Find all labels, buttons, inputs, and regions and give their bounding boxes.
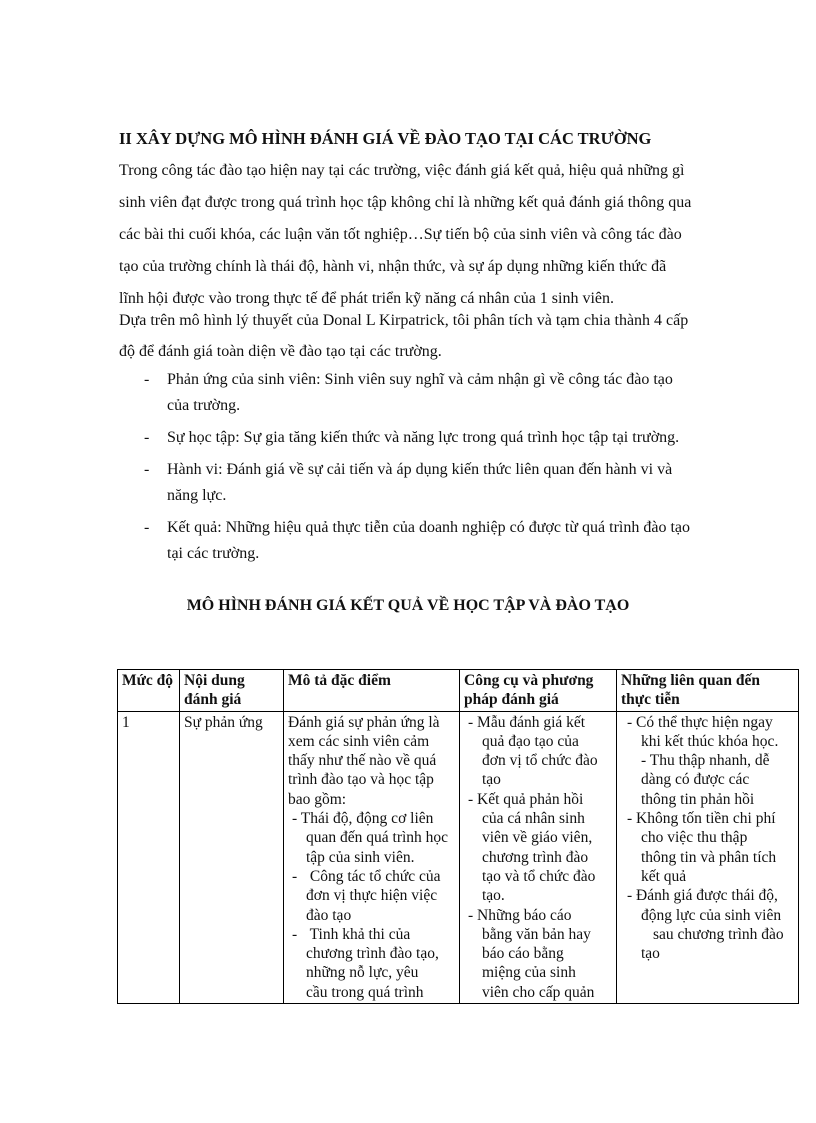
list-dash: - — [144, 519, 150, 536]
header-level: Mức độ — [118, 670, 180, 712]
cell-level: 1 — [118, 711, 180, 1003]
list-item-line: Hành vi: Đánh giá về sự cải tiến và áp dụng kiến thức liên quan đến hành vi và — [167, 461, 673, 478]
intro-line: các bài thi cuối khóa, các luận văn tốt nghiệp…Sự tiến bộ của sinh viên và công tác đào — [119, 226, 682, 243]
header-practice: Những liên quan đến thực tiễn — [617, 670, 799, 712]
intro-line: tạo của trường chính là thái độ, hành vi, nhận thức, và sự áp dụng những kiến thức đã — [119, 258, 667, 275]
intro-paragraph — [119, 155, 697, 315]
model-title: MÔ HÌNH ĐÁNH GIÁ KẾT QUẢ VỀ HỌC TẬP VÀ ĐÀO TẠO — [186, 597, 630, 614]
intro-line: sinh viên đạt được trong quá trình học tập không chỉ là những kết quả đánh giá thông qua — [119, 194, 692, 211]
cell-practice: - Có thể thực hiện ngay khi kết thúc khóa học. - Thu thập nhanh, dễ dàng có được các thông tin phản hồi - Không tốn tiền chi phí cho việc thu thập thông tin và phân tích kết quả - Đánh giá được thái độ, động lực của sinh viên sau chương trình đào tạo — [617, 711, 799, 1003]
list-dash: - — [144, 461, 150, 478]
list-item — [119, 515, 709, 567]
intro-line: Trong công tác đào tạo hiện nay tại các trường, việc đánh giá kết quả, hiệu quả những gì — [119, 162, 685, 179]
list-item-line: Phản ứng của sinh viên: Sinh viên suy nghĩ và cảm nhận gì về công tác đào tạo — [167, 371, 673, 388]
section-heading: II XÂY DỰNG MÔ HÌNH ĐÁNH GIÁ VỀ ĐÀO TẠO TẠI CÁC TRƯỜNG — [119, 129, 652, 148]
list-item-line: của trường. — [167, 397, 241, 414]
header-content: Nội dung đánh giá — [180, 670, 284, 712]
evaluation-model-table — [117, 669, 799, 1004]
basis-paragraph — [119, 305, 697, 367]
header-description: Mô tả đặc điểm — [284, 670, 460, 712]
list-item — [119, 425, 709, 451]
evaluation-levels-list — [119, 367, 709, 573]
list-item — [119, 367, 709, 419]
table-row — [118, 711, 799, 1003]
cell-tools: - Mẫu đánh giá kết quả đạo tạo của đơn vị tổ chức đào tạo - Kết quả phản hồi của cá nhân sinh viên về giáo viên, chương trình đào tạo và tổ chức đào tạo. - Những báo cáo bằng văn bản hay báo cáo bằng miệng của sinh viên cho cấp quản — [460, 711, 617, 1003]
list-item-line: Sự học tập: Sự gia tăng kiến thức và năng lực trong quá trình học tập tại trường. — [167, 429, 680, 446]
basis-line: Dựa trên mô hình lý thuyết của Donal L Kirpatrick, tôi phân tích và tạm chia thành 4 cấp — [119, 312, 689, 329]
cell-content: Sự phản ứng — [180, 711, 284, 1003]
list-dash: - — [144, 429, 150, 446]
list-item-line: năng lực. — [167, 487, 227, 504]
list-item — [119, 457, 709, 509]
list-item-line: tại các trường. — [167, 545, 260, 562]
list-dash: - — [144, 371, 150, 388]
list-item-line: Kết quả: Những hiệu quả thực tiễn của doanh nghiệp có được từ quá trình đào tạo — [167, 519, 691, 536]
intro-line: lĩnh hội được vào trong thực tế để phát triển kỹ năng cá nhân của 1 sinh viên. — [119, 290, 615, 307]
table-header-row — [118, 670, 799, 712]
header-tools: Công cụ và phương pháp đánh giá — [460, 670, 617, 712]
cell-description: Đánh giá sự phản ứng là xem các sinh viên cảm thấy như thế nào về quá trình đào tạo và học tập bao gồm: - Thái độ, động cơ liên quan đến quá trình học tập của sinh viên. - Công tác tổ chức của đơn vị thực hiện việc đào tạo - Tinh khả thi của chương trình đào tạo, những nỗ lực, yêu cầu trong quá trình — [284, 711, 460, 1003]
basis-line: độ để đánh giá toàn diện về đào tạo tại các trường. — [119, 343, 442, 360]
